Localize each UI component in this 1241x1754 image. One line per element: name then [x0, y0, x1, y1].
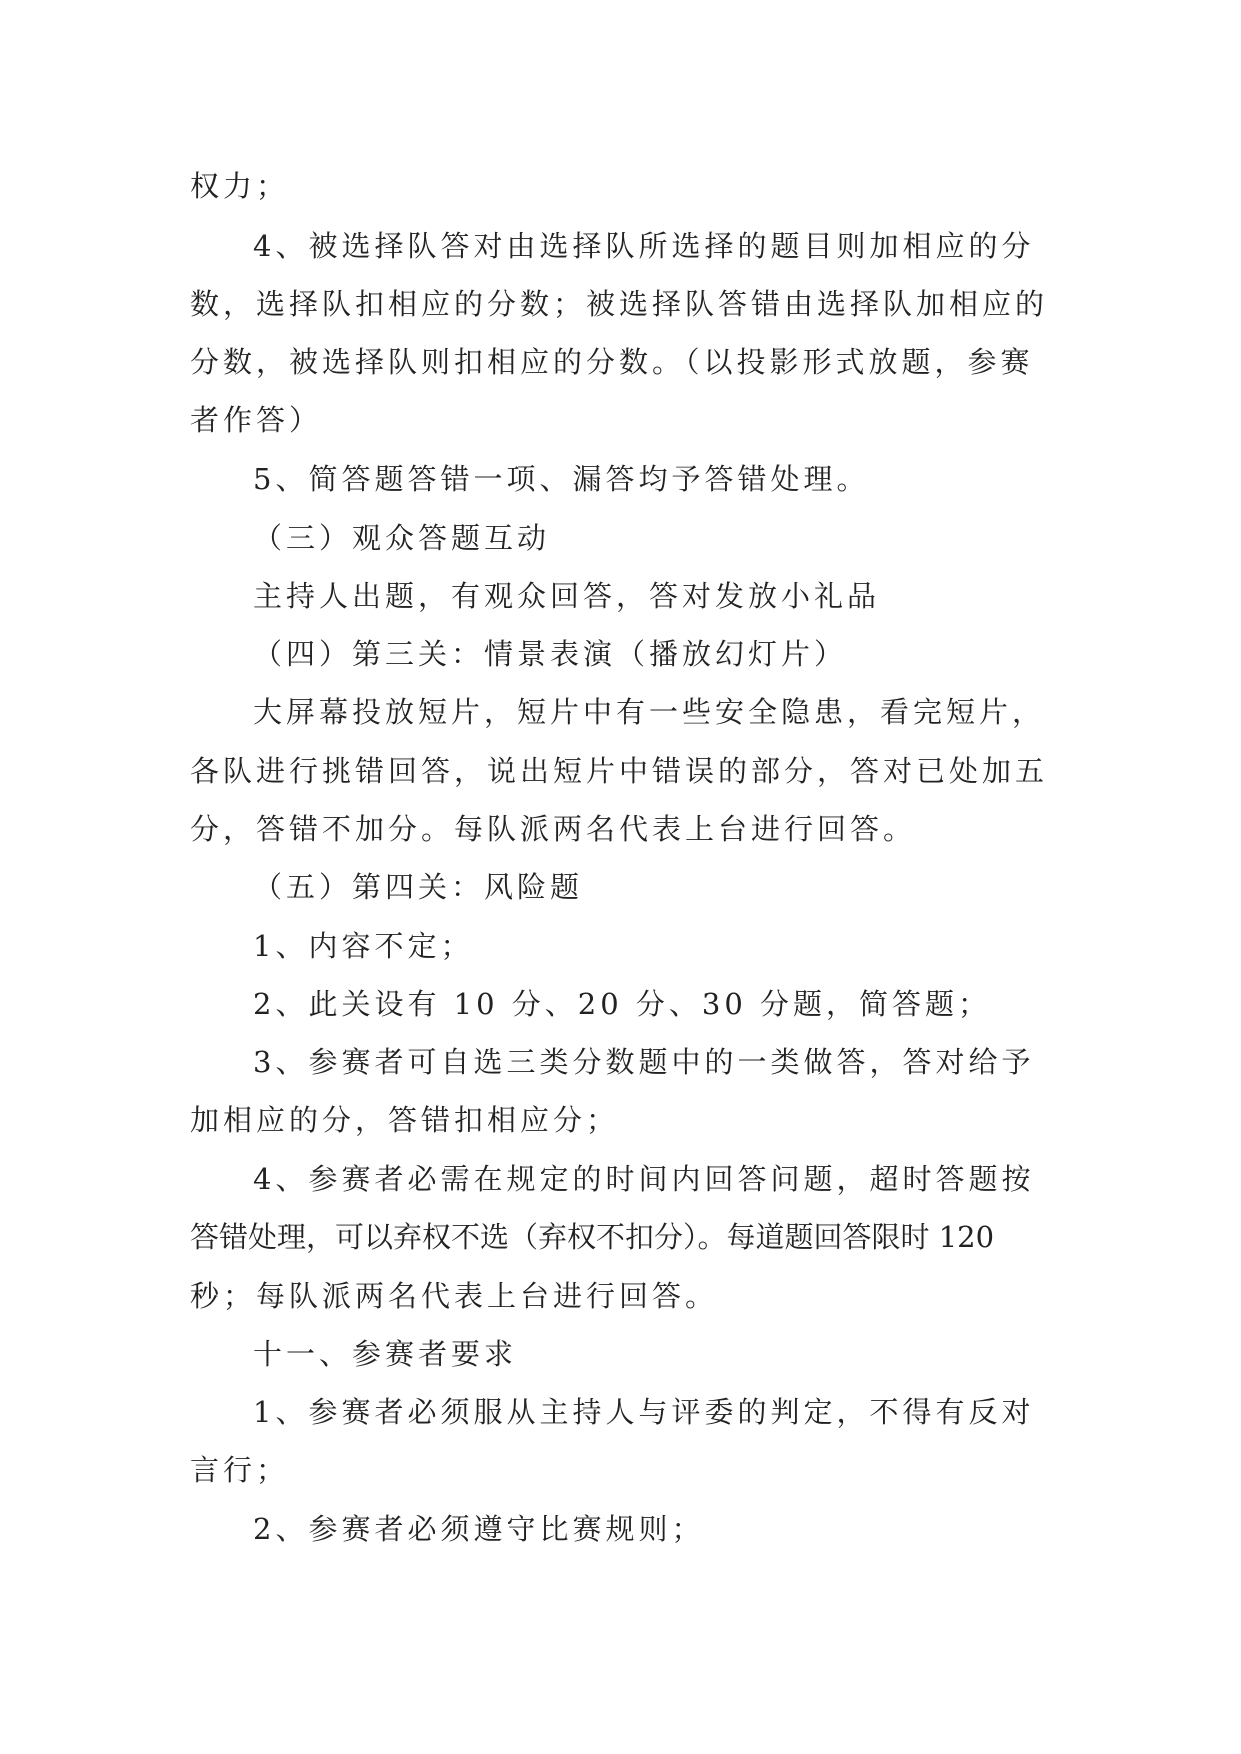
text-line: 答错处理，可以弃权不选（弃权不扣分）。每道题回答限时 120	[190, 1220, 995, 1254]
text-line: 3、参赛者可自选三类分数题中的一类做答，答对给予	[253, 1045, 1035, 1079]
text-line: 分数，被选择队则扣相应的分数。（以投影形式放题，参赛	[190, 345, 1034, 379]
text-line: 4、参赛者必需在规定的时间内回答问题，超时答题按	[253, 1162, 1035, 1196]
text-line: 言行；	[190, 1453, 290, 1487]
text-line: 1、参赛者必须服从主持人与评委的判定，不得有反对	[253, 1395, 1035, 1429]
section-heading: （三）观众答题互动	[253, 521, 551, 555]
text-line: 数，选择队扣相应的分数；被选择队答错由选择队加相应的	[190, 287, 1049, 321]
text-line: 2、此关设有 10 分、20 分、30 分题，简答题；	[253, 987, 992, 1021]
text-line: 主持人出题，有观众回答，答对发放小礼品	[253, 579, 881, 613]
text-line: 权力；	[190, 169, 290, 203]
text-line: 加相应的分，答错扣相应分；	[190, 1103, 620, 1137]
text-line: 1、内容不定；	[253, 929, 474, 963]
text-line: 分，答错不加分。每队派两名代表上台进行回答。	[190, 812, 917, 846]
text-line: 者作答）	[190, 403, 323, 437]
section-heading: 十一、参赛者要求	[253, 1337, 518, 1371]
text-line: 大屏幕投放短片，短片中有一些安全隐患，看完短片，	[253, 695, 1046, 729]
text-line: 2、参赛者必须遵守比赛规则；	[253, 1512, 705, 1546]
text-line: 5、简答题答错一项、漏答均予答错处理。	[253, 462, 870, 496]
text-line: 秒；每队派两名代表上台进行回答。	[190, 1279, 719, 1313]
section-heading: （四）第三关：情景表演（播放幻灯片）	[253, 637, 848, 671]
text-line: 4、被选择队答对由选择队所选择的题目则加相应的分	[253, 229, 1035, 263]
text-line: 各队进行挑错回答，说出短片中错误的部分，答对已处加五	[190, 754, 1049, 788]
section-heading: （五）第四关：风险题	[253, 870, 584, 904]
